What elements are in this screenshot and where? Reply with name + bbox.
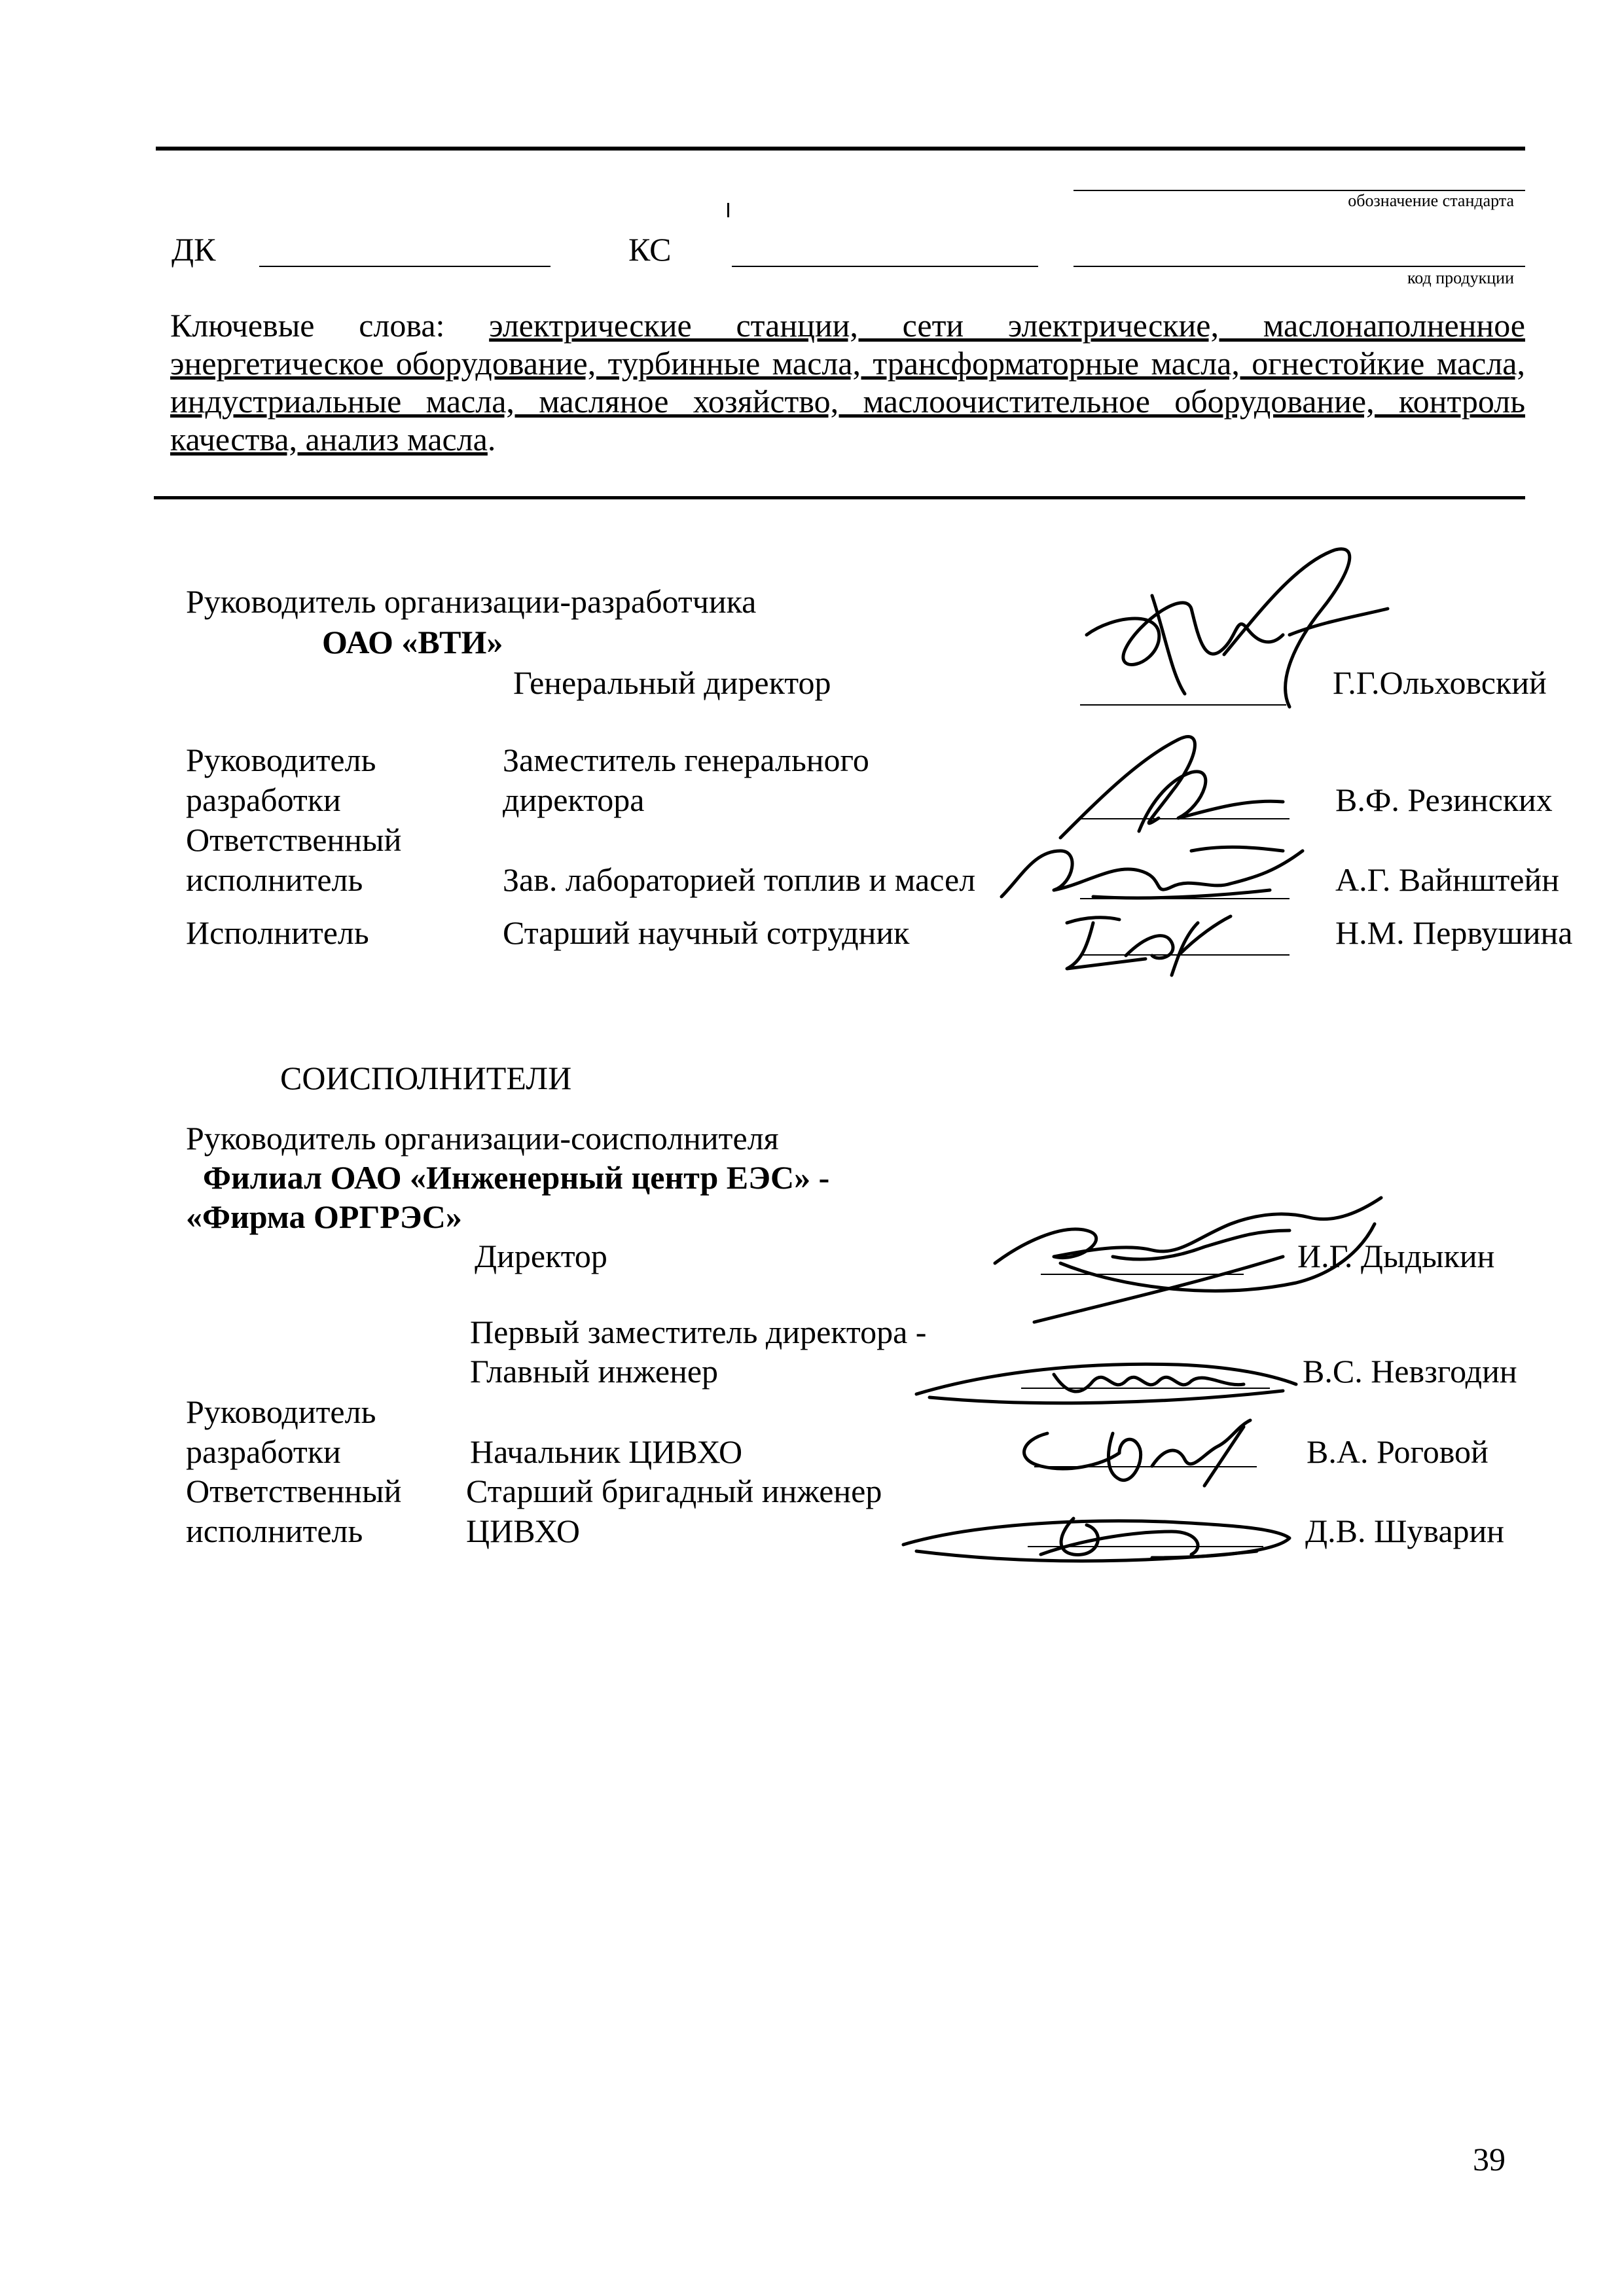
- coexecutors-director-name: И.Г. Дыдыкин: [1297, 1238, 1495, 1274]
- ks-line: [732, 266, 1038, 267]
- dev-row1-position-line1: Заместитель генерального: [503, 742, 869, 778]
- cox-row3-name: Д.В. Шуварин: [1305, 1513, 1505, 1549]
- signature-shuvarin: [890, 1492, 1309, 1577]
- cox-row2-role-line2: разработки: [186, 1433, 341, 1470]
- cox-row3-position-line1: Старший бригадный инженер: [466, 1473, 882, 1509]
- coexecutors-org-line1: Филиал ОАО «Инженерный центр ЕЭС» -: [203, 1159, 830, 1196]
- keywords-text: электрические станции, сети электрические, маслонаполненное энергетическое оборудование, турбинные масла, трансформаторные масла, огнестойкие масла, индустриальные масла, масляное хозяйство, маслоочистительное оборудование, контроль качества, анализ масла: [170, 307, 1525, 457]
- dk-line: [259, 266, 550, 267]
- dev-row3-position-line1: Старший научный сотрудник: [503, 914, 910, 951]
- dev-row3-name: Н.М. Первушина: [1335, 914, 1573, 951]
- developer-director-name: Г.Г.Ольховский: [1333, 664, 1547, 701]
- cox-row2-position-line1: Начальник ЦИВХО: [470, 1433, 743, 1470]
- dev-row1-role-line2: разработки: [186, 781, 341, 818]
- cox-row1-position-line2: Главный инженер: [470, 1353, 719, 1390]
- ks-label: КС: [628, 231, 672, 268]
- dev-row2-position-line1: Зав. лабораторией топлив и масел: [503, 861, 976, 898]
- dev-row1-role-line1: Руководитель: [186, 742, 376, 778]
- product-code-line: [1074, 266, 1525, 267]
- dev-row1-position-line2: директора: [503, 781, 645, 818]
- dev-row2-role-line1: Ответственный: [186, 821, 402, 858]
- signature-pervushina: [1047, 897, 1257, 995]
- coexecutors-org-line2: «Фирма ОРГРЭС»: [186, 1198, 462, 1235]
- keywords-paragraph: [170, 306, 1525, 458]
- standard-designation-caption: обозначение стандарта: [1348, 191, 1514, 210]
- developer-org-name: ОАО «ВТИ»: [322, 624, 503, 660]
- coexecutors-section-title: СОИСПОЛНИТЕЛИ: [280, 1060, 572, 1096]
- developer-director-position: Генеральный директор: [513, 664, 831, 701]
- cox-row1-position-line1: Первый заместитель директора -: [470, 1314, 927, 1350]
- top-rule: [156, 147, 1525, 151]
- coexecutors-head-title: Руководитель организации-соисполнителя: [186, 1120, 779, 1157]
- cox-row1-name: В.С. Невзгодин: [1303, 1353, 1517, 1390]
- keywords-label: Ключевые слова:: [170, 307, 445, 344]
- coexecutors-director-position: Директор: [475, 1238, 607, 1274]
- signature-rogovoi: [1008, 1407, 1270, 1499]
- dev-row2-name: А.Г. Вайнштейн: [1335, 861, 1559, 898]
- stray-mark: [727, 203, 729, 217]
- page-number: 39: [1473, 2141, 1506, 2178]
- cox-row3-role-line1: Ответственный: [186, 1473, 402, 1509]
- cox-row2-name: В.А. Роговой: [1307, 1433, 1489, 1470]
- signature-olkhovsky: [1074, 537, 1401, 720]
- signature-nevzgodin: [903, 1335, 1309, 1414]
- developer-head-title: Руководитель организации-разработчика: [186, 583, 757, 620]
- product-code-caption: код продукции: [1407, 268, 1514, 287]
- dk-label: ДК: [171, 231, 216, 268]
- cox-row3-position-line2: ЦИВХО: [466, 1513, 580, 1549]
- dev-row2-role-line2: исполнитель: [186, 861, 363, 898]
- header-bottom-rule: [154, 496, 1525, 499]
- cox-row3-role-line2: исполнитель: [186, 1513, 363, 1549]
- dev-row1-name: В.Ф. Резинских: [1335, 781, 1553, 818]
- dev-row3-role-line1: Исполнитель: [186, 914, 369, 951]
- keywords-end: .: [487, 421, 496, 457]
- signature-dydykin: [982, 1185, 1401, 1329]
- cox-row2-role-line1: Руководитель: [186, 1393, 376, 1430]
